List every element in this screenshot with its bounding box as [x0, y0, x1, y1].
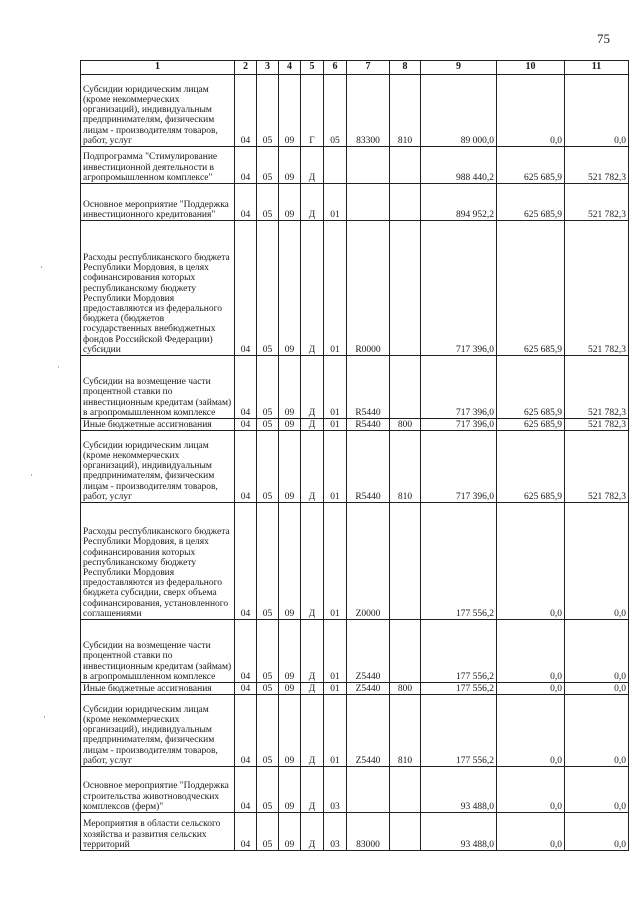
column-header: 9: [421, 61, 497, 75]
table-row: [81, 184, 629, 221]
amount-col10: 625 685,9: [497, 431, 565, 503]
code-subsection: 05: [257, 431, 279, 503]
column-header: 3: [257, 61, 279, 75]
code-direction: Z0000: [347, 503, 390, 620]
code-section: 04: [235, 356, 257, 419]
row-name: Субсидии на возмещение части процентной ставки по инвестиционным кредитам (займам) в агропромышленном комплексе: [81, 356, 235, 419]
column-header: 5: [301, 61, 324, 75]
code-program: 09: [279, 419, 301, 431]
expense-type: 810: [390, 431, 421, 503]
amount-col10: 0,0: [497, 695, 565, 767]
amount-col11: 0,0: [565, 620, 629, 683]
column-header: 11: [565, 61, 629, 75]
amount-col10: 0,0: [497, 503, 565, 620]
code-measure: 01: [324, 695, 347, 767]
code-measure: 01: [324, 184, 347, 221]
code-program: 09: [279, 683, 301, 695]
code-measure: 01: [324, 503, 347, 620]
code-subsection: 05: [257, 683, 279, 695]
code-measure: 01: [324, 683, 347, 695]
row-name: Мероприятия в области сельского хозяйства и развития сельских территорий: [81, 813, 235, 851]
column-header: 7: [347, 61, 390, 75]
table-row: [81, 75, 629, 147]
row-name: Субсидии юридическим лицам (кроме некоммерческих организаций), индивидуальным предпринимателям, физическим лицам - производителям товаров, работ, услуг: [81, 431, 235, 503]
amount-col11: 0,0: [565, 683, 629, 695]
column-header: 8: [390, 61, 421, 75]
column-header: 2: [235, 61, 257, 75]
row-name: Субсидии на возмещение части процентной ставки по инвестиционным кредитам (займам) в агропромышленном комплексе: [81, 620, 235, 683]
header-row: [81, 61, 629, 75]
code-section: 04: [235, 431, 257, 503]
code-program: 09: [279, 813, 301, 851]
code-section: 04: [235, 813, 257, 851]
code-section: 04: [235, 620, 257, 683]
column-header: 10: [497, 61, 565, 75]
code-subprogram: Д: [301, 147, 324, 184]
code-program: 09: [279, 620, 301, 683]
code-direction: [347, 767, 390, 813]
code-direction: R0000: [347, 221, 390, 356]
code-measure: 01: [324, 356, 347, 419]
expense-type: [390, 184, 421, 221]
code-program: 09: [279, 75, 301, 147]
amount-col10: 0,0: [497, 767, 565, 813]
expense-type: [390, 767, 421, 813]
code-program: 09: [279, 767, 301, 813]
expense-type: [390, 221, 421, 356]
amount-col10: 0,0: [497, 620, 565, 683]
code-program: 09: [279, 147, 301, 184]
code-section: 04: [235, 221, 257, 356]
code-subprogram: Г: [301, 75, 324, 147]
code-direction: 83000: [347, 813, 390, 851]
code-section: 04: [235, 683, 257, 695]
amount-col9: 177 556,2: [421, 695, 497, 767]
amount-col11: 0,0: [565, 503, 629, 620]
amount-col11: 521 782,3: [565, 221, 629, 356]
code-measure: [324, 147, 347, 184]
amount-col11: 0,0: [565, 75, 629, 147]
amount-col9: 93 488,0: [421, 813, 497, 851]
code-section: 04: [235, 75, 257, 147]
code-subprogram: Д: [301, 683, 324, 695]
amount-col9: 717 396,0: [421, 419, 497, 431]
code-measure: 01: [324, 221, 347, 356]
code-subsection: 05: [257, 184, 279, 221]
code-subprogram: Д: [301, 813, 324, 851]
code-measure: 01: [324, 431, 347, 503]
code-direction: R5440: [347, 419, 390, 431]
code-measure: 03: [324, 767, 347, 813]
table-row: [81, 620, 629, 683]
code-program: 09: [279, 431, 301, 503]
budget-table: [80, 60, 629, 851]
expense-type: [390, 813, 421, 851]
code-section: 04: [235, 419, 257, 431]
amount-col10: 625 685,9: [497, 221, 565, 356]
code-measure: 01: [324, 620, 347, 683]
code-section: 04: [235, 695, 257, 767]
code-direction: [347, 147, 390, 184]
table-row: [81, 813, 629, 851]
amount-col9: 177 556,2: [421, 683, 497, 695]
table-row: [81, 221, 629, 356]
amount-col11: 0,0: [565, 695, 629, 767]
code-subprogram: Д: [301, 356, 324, 419]
code-measure: 01: [324, 419, 347, 431]
row-name: Субсидии юридическим лицам (кроме некоммерческих организаций), индивидуальным предпринимателям, физическим лицам - производителям товаров, работ, услуг: [81, 695, 235, 767]
amount-col10: 625 685,9: [497, 184, 565, 221]
code-program: 09: [279, 221, 301, 356]
amount-col10: 0,0: [497, 75, 565, 147]
code-subprogram: Д: [301, 620, 324, 683]
amount-col9: 717 396,0: [421, 431, 497, 503]
table-row: [81, 419, 629, 431]
page-number: 75: [597, 31, 610, 46]
table-row: [81, 683, 629, 695]
code-section: 04: [235, 184, 257, 221]
column-header: 1: [81, 61, 235, 75]
amount-col9: 717 396,0: [421, 356, 497, 419]
table-row: [81, 695, 629, 767]
code-subsection: 05: [257, 695, 279, 767]
code-measure: 03: [324, 813, 347, 851]
code-subprogram: Д: [301, 419, 324, 431]
code-section: 04: [235, 147, 257, 184]
amount-col9: 894 952,2: [421, 184, 497, 221]
row-name: Основное мероприятие "Поддержка строительства животноводческих комплексов (ферм)": [81, 767, 235, 813]
code-subprogram: Д: [301, 767, 324, 813]
amount-col9: 89 000,0: [421, 75, 497, 147]
column-header: 6: [324, 61, 347, 75]
code-subsection: 05: [257, 221, 279, 356]
code-subsection: 05: [257, 419, 279, 431]
expense-type: [390, 503, 421, 620]
amount-col9: 717 396,0: [421, 221, 497, 356]
amount-col9: 177 556,2: [421, 620, 497, 683]
code-subsection: 05: [257, 503, 279, 620]
amount-col11: 521 782,3: [565, 184, 629, 221]
table-row: [81, 503, 629, 620]
code-direction: Z5440: [347, 695, 390, 767]
amount-col10: 0,0: [497, 683, 565, 695]
expense-type: 800: [390, 683, 421, 695]
code-subsection: 05: [257, 767, 279, 813]
code-program: 09: [279, 503, 301, 620]
code-direction: 83300: [347, 75, 390, 147]
amount-col11: 521 782,3: [565, 431, 629, 503]
expense-type: [390, 356, 421, 419]
expense-type: [390, 620, 421, 683]
table-row: [81, 431, 629, 503]
row-name: Подпрограмма "Стимулирование инвестиционной деятельности в агропромышленном комплексе": [81, 147, 235, 184]
code-program: 09: [279, 695, 301, 767]
code-measure: 05: [324, 75, 347, 147]
code-direction: Z5440: [347, 683, 390, 695]
amount-col10: 0,0: [497, 813, 565, 851]
row-name: Иные бюджетные ассигнования: [81, 683, 235, 695]
code-direction: [347, 184, 390, 221]
expense-type: [390, 147, 421, 184]
amount-col11: 0,0: [565, 767, 629, 813]
code-direction: R5440: [347, 431, 390, 503]
code-subsection: 05: [257, 147, 279, 184]
code-subsection: 05: [257, 356, 279, 419]
amount-col10: 625 685,9: [497, 419, 565, 431]
table-row: [81, 356, 629, 419]
amount-col11: 521 782,3: [565, 419, 629, 431]
amount-col11: 521 782,3: [565, 356, 629, 419]
code-direction: Z5440: [347, 620, 390, 683]
row-name: Основное мероприятие "Поддержка инвестиционного кредитования": [81, 184, 235, 221]
expense-type: 800: [390, 419, 421, 431]
row-name: Расходы республиканского бюджета Республики Мордовия, в целях софинансирования которых республиканскому бюджету Республики Мордовия предоставляются из федерального бюджета субсидии, сверх объема софинансирования, установленного соглашениями: [81, 503, 235, 620]
code-direction: R5440: [347, 356, 390, 419]
column-header: 4: [279, 61, 301, 75]
amount-col9: 988 440,2: [421, 147, 497, 184]
code-subprogram: Д: [301, 695, 324, 767]
table-row: [81, 767, 629, 813]
amount-col9: 93 488,0: [421, 767, 497, 813]
code-subsection: 05: [257, 813, 279, 851]
code-subprogram: Д: [301, 184, 324, 221]
amount-col11: 0,0: [565, 813, 629, 851]
amount-col10: 625 685,9: [497, 356, 565, 419]
code-section: 04: [235, 767, 257, 813]
table-row: [81, 147, 629, 184]
code-subprogram: Д: [301, 431, 324, 503]
amount-col11: 521 782,3: [565, 147, 629, 184]
code-program: 09: [279, 356, 301, 419]
row-name: Расходы республиканского бюджета Республики Мордовия, в целях софинансирования которых республиканскому бюджету Республики Мордовия предоставляются из федерального бюджета (бюджетов государственных внебюджетных фондов Российской Федерации) субсидии: [81, 221, 235, 356]
amount-col10: 625 685,9: [497, 147, 565, 184]
expense-type: 810: [390, 75, 421, 147]
code-section: 04: [235, 503, 257, 620]
expense-type: 810: [390, 695, 421, 767]
row-name: Субсидии юридическим лицам (кроме некоммерческих организаций), индивидуальным предпринимателям, физическим лицам - производителям товаров, работ, услуг: [81, 75, 235, 147]
row-name: Иные бюджетные ассигнования: [81, 419, 235, 431]
code-subsection: 05: [257, 620, 279, 683]
code-subsection: 05: [257, 75, 279, 147]
code-subprogram: Д: [301, 503, 324, 620]
code-subprogram: Д: [301, 221, 324, 356]
code-program: 09: [279, 184, 301, 221]
amount-col9: 177 556,2: [421, 503, 497, 620]
